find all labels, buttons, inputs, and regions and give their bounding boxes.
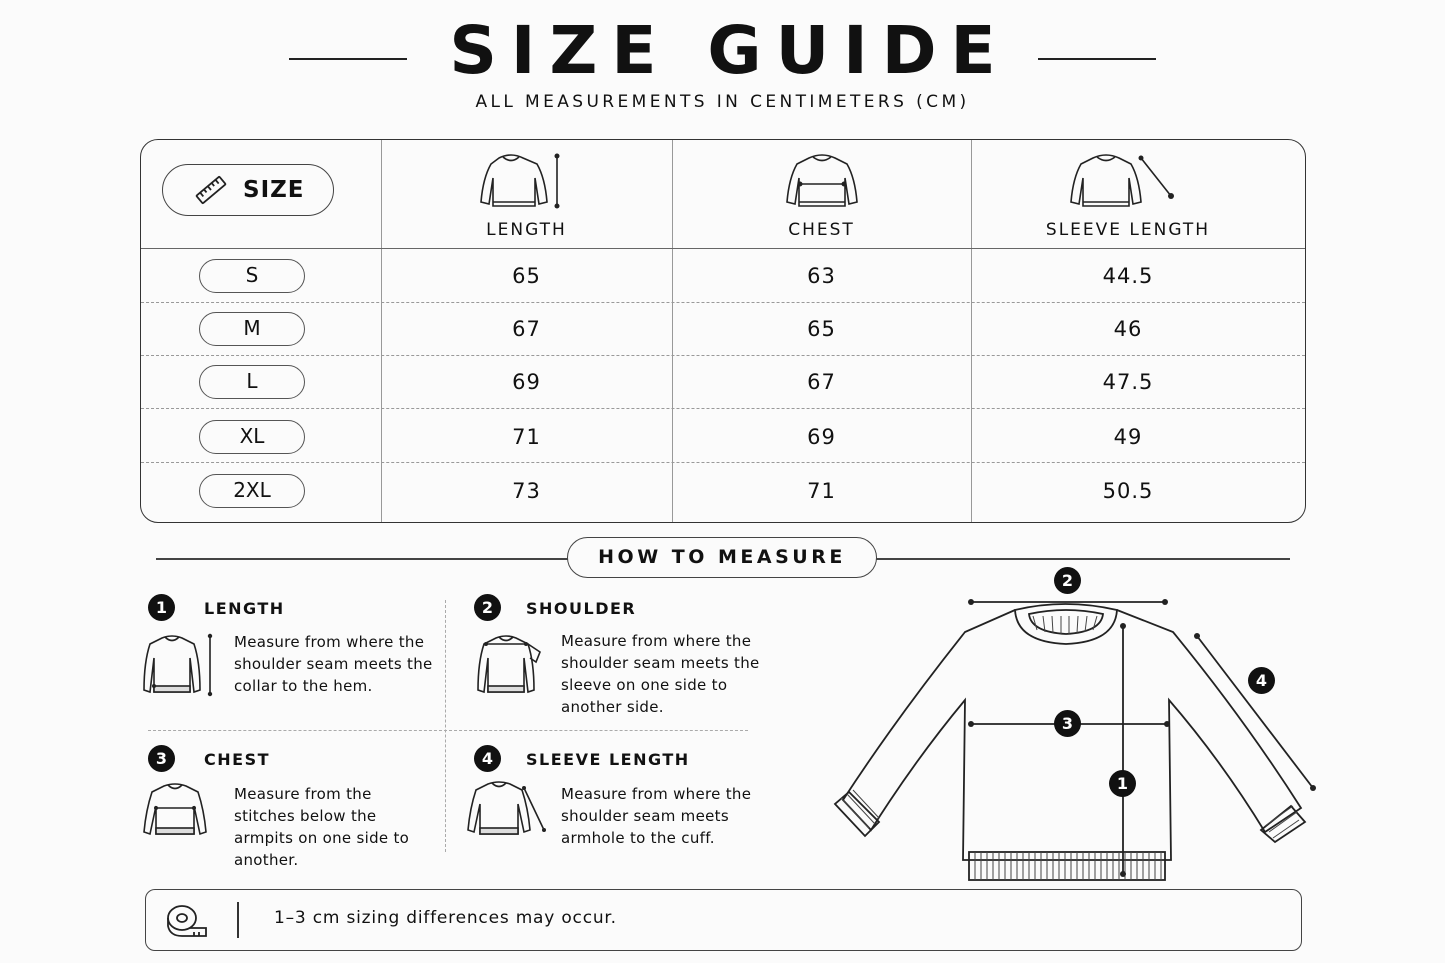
- cell-chest: 65: [807, 317, 836, 341]
- diagram-marker-2: 2: [1054, 567, 1081, 594]
- size-label-m: M: [199, 312, 305, 346]
- size-header-pill: [162, 164, 334, 216]
- step-badge-4: 4: [474, 745, 501, 772]
- sweater-shoulder-icon: [476, 632, 546, 698]
- diagram-marker-1: 1: [1109, 770, 1136, 797]
- size-table: [140, 139, 1306, 523]
- footer-note-box: [145, 889, 1302, 951]
- cell-sleeve: 49: [1113, 425, 1143, 449]
- measuring-tape-icon: [166, 902, 210, 940]
- cell-length: 69: [512, 370, 541, 394]
- row-divider: [141, 462, 1305, 463]
- sweater-length-icon: [477, 148, 567, 212]
- column-header-length: LENGTH: [486, 220, 567, 240]
- step-text-chest: Measure from the stitches below the armpits on one side to another.: [234, 785, 410, 869]
- step-title-shoulder: SHOULDER: [526, 599, 637, 618]
- cell-sleeve: 50.5: [1102, 479, 1154, 503]
- step-text-sleeve-length: Measure from where the shoulder seam meets armhole to the cuff.: [561, 785, 752, 847]
- column-header-chest: CHEST: [788, 220, 855, 240]
- cell-chest: 69: [807, 425, 836, 449]
- step-badge-1: 1: [148, 594, 175, 621]
- step-title-length: LENGTH: [204, 599, 285, 618]
- cell-length: 73: [512, 479, 541, 503]
- step-title-sleeve-length: SLEEVE LENGTH: [526, 750, 690, 769]
- size-label-l: L: [199, 365, 305, 399]
- size-label-xl: XL: [199, 420, 305, 454]
- step-badge-2: 2: [474, 594, 501, 621]
- steps-divider-horizontal: [148, 730, 748, 731]
- row-divider: [141, 302, 1305, 303]
- how-to-measure-heading: HOW TO MEASURE: [567, 537, 877, 578]
- footer-separator: [237, 902, 239, 938]
- size-header-label: SIZE: [243, 177, 305, 203]
- cell-chest: 71: [807, 479, 836, 503]
- page-subtitle: ALL MEASUREMENTS IN CENTIMETERS (CM): [475, 92, 970, 112]
- cell-sleeve: 46: [1113, 317, 1143, 341]
- cell-length: 67: [512, 317, 541, 341]
- cell-length: 71: [512, 425, 541, 449]
- page-title: SIZE GUIDE: [449, 12, 1010, 89]
- sweater-sleeve-icon: [1069, 148, 1179, 212]
- diagram-marker-3: 3: [1054, 710, 1081, 737]
- column-header-sleeve-length: SLEEVE LENGTH: [1045, 220, 1211, 240]
- cell-length: 65: [512, 264, 541, 288]
- header-divider: [141, 248, 1305, 249]
- sweater-sleeve-icon: [466, 780, 552, 840]
- step-badge-3: 3: [148, 745, 175, 772]
- cell-sleeve: 44.5: [1102, 264, 1154, 288]
- row-divider: [141, 355, 1305, 356]
- step-text-shoulder: Measure from where the shoulder seam meets the sleeve on one side to another side.: [561, 632, 760, 716]
- row-divider: [141, 408, 1305, 409]
- size-label-2xl: 2XL: [199, 474, 305, 508]
- section-rule-left: [156, 558, 568, 560]
- sweater-chest-icon: [785, 148, 859, 212]
- step-title-chest: CHEST: [204, 750, 270, 769]
- cell-chest: 63: [807, 264, 836, 288]
- step-text-length: Measure from where the shoulder seam meets the collar to the hem.: [234, 633, 433, 695]
- cell-chest: 67: [807, 370, 836, 394]
- ruler-icon: [193, 175, 229, 205]
- footer-note: 1–3 cm sizing differences may occur.: [274, 908, 617, 928]
- diagram-marker-4: 4: [1248, 667, 1275, 694]
- size-label-s: S: [199, 259, 305, 293]
- sweater-length-icon: [142, 632, 218, 698]
- sweater-chest-icon: [142, 782, 208, 840]
- cell-sleeve: 47.5: [1102, 370, 1154, 394]
- steps-divider-vertical: [445, 600, 446, 852]
